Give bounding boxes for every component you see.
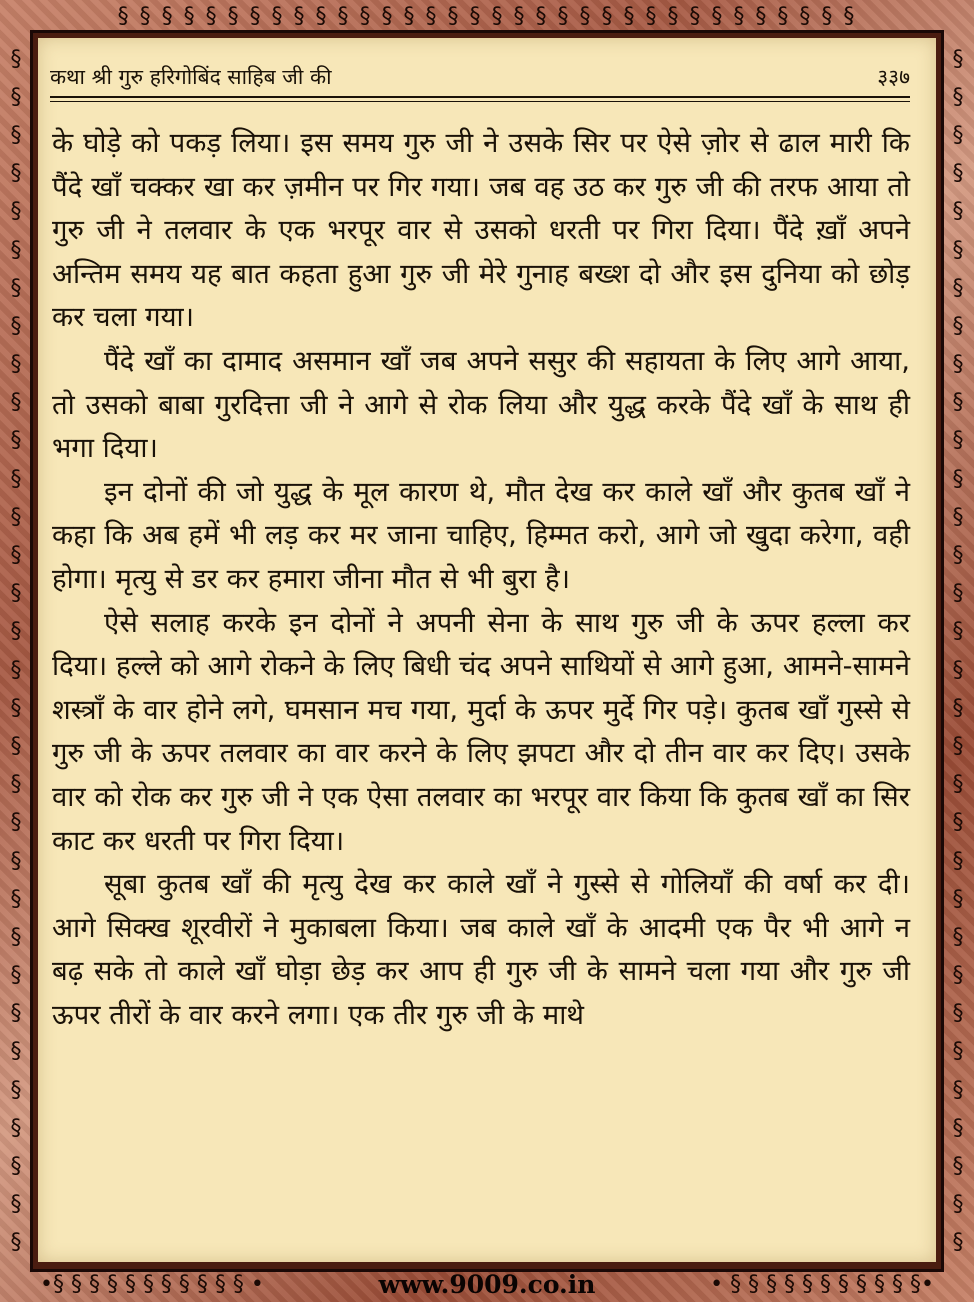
left-ornament-border: § § § § § § § § § § § § § § § § § § § § § § § § § § § § § § § § [10,46,22,1256]
paragraph: सूबा कुतब खाँ की मृत्यु देख कर काले खाँ ने गुस्से से गोलियाँ की वर्षा कर दी। आगे सिक्ख शूरवीरों ने मुकाबला किया। जब काले खाँ के आदमी एक पैर भी आगे न बढ़ सके तो काले खाँ घोड़ा छेड़ कर आप ही गुरु जी के सामने चला गया और गुरु जी ऊपर तीरों के वार करने लगा। एक तीर गुरु जी के माथे [52,868,910,1031]
bottom-right-ornament-border: • § § § § § § § § § § §• [710,1272,934,1297]
page-header [50,60,910,94]
body-text [52,122,910,1037]
right-ornament-border: § § § § § § § § § § § § § § § § § § § § § § § § § § § § § § § § [952,46,964,1256]
top-ornament-border: § § § § § § § § § § § § § § § § § § § § § § § § § § § § § § § § § § [117,3,857,29]
header-rule-thin [50,101,910,102]
paragraph: इन दोनों की जो युद्ध के मूल कारण थे, मौत देख कर काले खाँ और कुतब खाँ ने कहा कि अब हमें भी लड़ कर मर जाना चाहिए, हिम्मत करो, आगे जो खुदा करेगा, वही होगा। मृत्यु से डर कर हमारा जीना मौत से भी बुरा है। [52,475,910,595]
page-number: ३३७ [877,65,910,89]
paragraph: ऐसे सलाह करके इन दोनों ने अपनी सेना के साथ गुरु जी के ऊपर हल्ला कर दिया। हल्ले को आगे रोकने के लिए बिधी चंद अपने साथियों से आगे हुआ, आमने-सामने शस्त्राँ के वार होने लगे, घमसान मच गया, मुर्दा के ऊपर मुर्दे गिर पड़े। कुतब खाँ गुस्से से गुरु जी के ऊपर तलवार का वार करने के लिए झपटा और दो तीन वार कर दिए। उसके वार को रोक कर गुरु जी ने एक ऐसा तलवार का भरपूर वार किया कि कुतब खाँ का सिर काट कर धरती पर गिरा दिया। [52,606,910,857]
bottom-left-ornament-border: •§ § § § § § § § § § § • [40,1272,264,1297]
paragraph: के घोड़े को पकड़ लिया। इस समय गुरु जी ने उसके सिर पर ऐसे ज़ोर से ढाल मारी कि पैंदे खाँ चक्कर खा कर ज़मीन पर गिर गया। जब वह उठ कर गुरु जी की तरफ आया तो गुरु जी ने तलवार के एक भरपूर वार से उसको धरती पर गिरा दिया। पैंदे ख़ाँ अपने अन्तिम समय यह बात कहता हुआ गुरु जी मेरे गुनाह बख्श दो और इस दुनिया को छोड़ कर चला गया। [52,127,910,334]
book-page [38,38,936,1262]
website-watermark: www.9009.co.in [378,1270,596,1299]
header-rule [50,96,910,98]
running-title: कथा श्री गुरु हरिगोबिंद साहिब जी की [50,65,332,89]
paragraph: पैंदे खाँ का दामाद असमान खाँ जब अपने ससुर की सहायता के लिए आगे आया, तो उसको बाबा गुरदित्ता जी ने आगे से रोक लिया और युद्ध करके पैंदे खाँ के साथ ही भगा दिया। [52,344,910,465]
